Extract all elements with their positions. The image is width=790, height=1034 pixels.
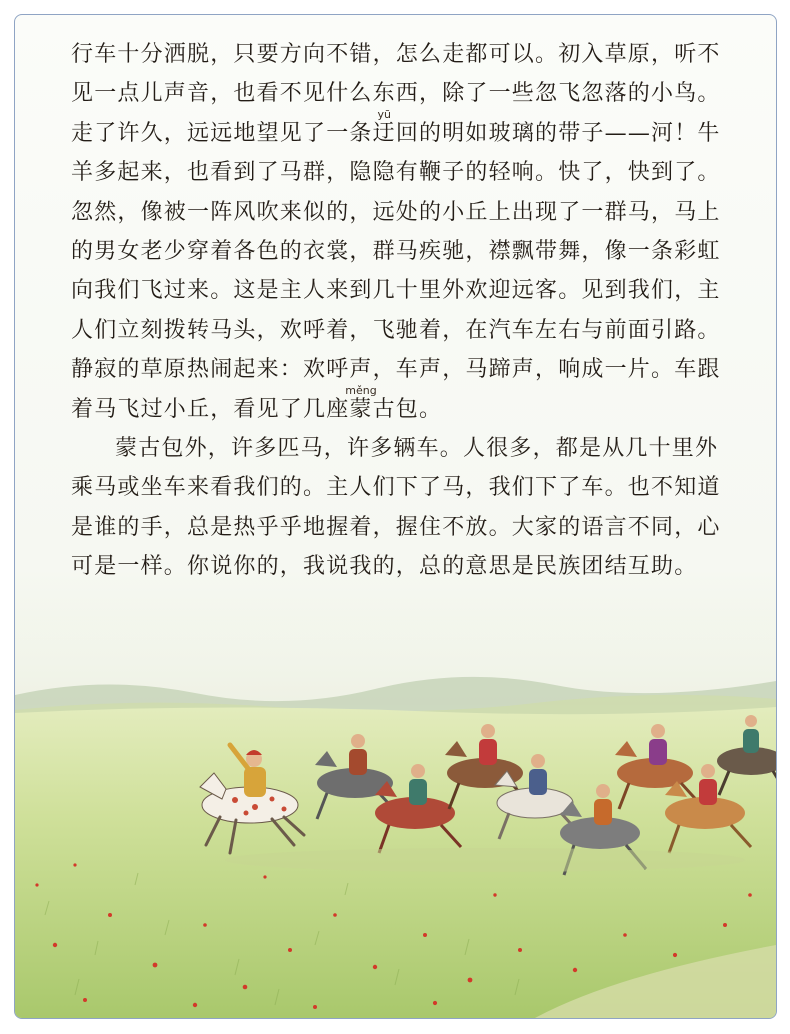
paragraph-1-part-2: 回的明如玻璃的带子——河！牛羊多起来，也看到了马群，隐隐有鞭子的轻响。快了，快到了。忽然，像被一阵风吹来似的，远处的小丘上出现了一群马，马上的男女老少穿着各色的衣裳，群马疾驰，襟飘带舞，像一条彩虹向我们飞过来。这是主人来到几十里外欢迎远客。见到我们，主人们立刻拨转马头，欢呼着，飞驰着，在汽车左右与前面引路。静寂的草原热闹起来：欢呼声，车声，马蹄声，响成一片。车跟着马飞过小丘，看见了几座 — [71, 120, 721, 422]
textbook-page — [14, 14, 777, 1019]
grassland-riders-illustration — [15, 615, 776, 1018]
paragraph-1 — [71, 35, 737, 429]
body-text — [71, 35, 737, 587]
pinyin-annotation-yu: 迂yū — [372, 107, 396, 146]
paragraph-1-part-1: 行车十分洒脱，只要方向不错，怎么走都可以。初入草原，听不见一点儿声音，也看不见什么东西，除了一些忽飞忽落的小鸟。走了许久，远远地望见了一条 — [71, 42, 721, 146]
paragraph-1-part-3: 古包。 — [372, 396, 443, 422]
pinyin-annotation-meng: 蒙měng — [345, 383, 377, 422]
paragraph-2: 蒙古包外，许多匹马，许多辆车。人很多，都是从几十里外乘马或坐车来看我们的。主人们下了马，我们下了车。也不知道是谁的手，总是热乎乎地握着，握住不放。大家的语言不同，心可是一样。你说你的，我说我的，总的意思是民族团结互助。 — [71, 436, 721, 580]
